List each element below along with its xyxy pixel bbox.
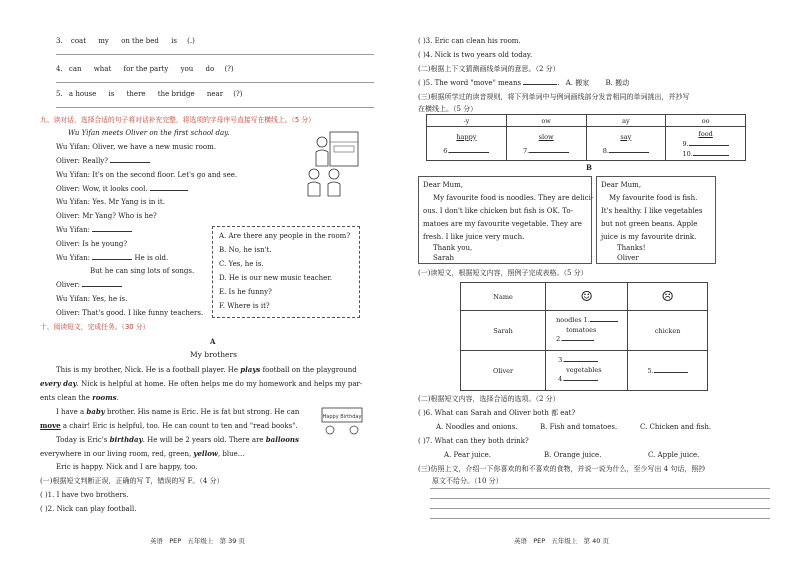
letter-line: juice is my favourite drink. bbox=[601, 233, 697, 241]
section-9-title: 九、读对话，选择合适的句子将对话补充完整，将选项的字母序号直接写在横线上。（5 分） bbox=[40, 116, 315, 124]
answer-blank[interactable] bbox=[82, 286, 122, 287]
dialogue-line: Oliver: Really? bbox=[56, 158, 150, 165]
dialogue-line: Wu Yifan: Oliver, we have a new music room. bbox=[56, 143, 216, 151]
birthday-sign-text: Happy Birthday bbox=[322, 414, 362, 420]
birthday-illustration bbox=[318, 400, 366, 440]
dialogue-line: Wu Yifan: bbox=[56, 227, 132, 234]
read-task-title: (一)读短文，根据短文内容，照例子完成表格。（5 分） bbox=[418, 269, 588, 277]
table-header-name: Name bbox=[461, 283, 546, 311]
right-page bbox=[400, 0, 800, 566]
page-footer: 英语 PEP 五年级上 第 39 页 bbox=[150, 537, 245, 545]
passage-label: A bbox=[210, 337, 216, 346]
letter-line: fresh. I like juice very much. bbox=[423, 233, 525, 241]
dialogue-line: But he can sing lots of songs. bbox=[90, 267, 195, 275]
letter-line: ous. I don't like chicken but fish is OK. To- bbox=[423, 207, 573, 215]
section-b-label: B bbox=[586, 163, 592, 172]
scramble-item-5: 5. a house is there the bridge near (?) bbox=[56, 90, 243, 98]
true-false-item[interactable]: ( )1. I have two brothers. bbox=[40, 491, 129, 499]
answer-blank[interactable] bbox=[449, 152, 489, 153]
dialogue-line: Oliver: Wow, it looks cool. bbox=[56, 186, 188, 193]
option-a: A. Are there any people in the room? bbox=[219, 232, 351, 240]
passage-paragraph: every day. Nick is helpful at home. He often helps me do my homework and helps my par- bbox=[40, 379, 363, 388]
scramble-item-4: 4. can what for the party you do (?) bbox=[56, 65, 234, 73]
answer-blank[interactable] bbox=[110, 162, 150, 163]
word-meaning-item: ( )5. The word "move" means . A. 搬家 B. 搬动 bbox=[418, 79, 630, 87]
answer-line[interactable] bbox=[56, 107, 374, 108]
sarah-dislikes-cell: chicken bbox=[628, 311, 708, 351]
letter-line: It's healthy. I like vegetables bbox=[601, 207, 703, 215]
options-box bbox=[212, 226, 360, 318]
option-e: E. Is he funny? bbox=[219, 288, 272, 296]
table-cell-sarah: Sarah bbox=[461, 311, 546, 351]
letter-sarah bbox=[418, 176, 592, 264]
answer-blank[interactable] bbox=[693, 155, 729, 156]
answer-blank[interactable] bbox=[523, 84, 557, 85]
answer-blank[interactable] bbox=[689, 145, 729, 146]
letter-closing: Thank you, bbox=[433, 244, 473, 252]
letter-signature: Oliver bbox=[617, 254, 639, 262]
dialogue-line: Oliver: Mr Yang? Who is he? bbox=[56, 212, 157, 220]
question-7[interactable]: ( )7. What can they both drink? bbox=[418, 437, 529, 445]
q7-option-b[interactable]: B. Orange juice. bbox=[544, 451, 602, 459]
writing-line[interactable] bbox=[430, 488, 770, 489]
letter-oliver bbox=[596, 176, 716, 264]
dialogue-line: Wu Yifan: Yes. Mr Yang is in it. bbox=[56, 198, 165, 206]
phonics-header: ow bbox=[506, 115, 586, 127]
passage-paragraph: everywhere in our living room, red, green, yellow, blue... bbox=[40, 449, 245, 458]
writing-line[interactable] bbox=[430, 518, 770, 519]
passage-paragraph: Eric is happy. Nick and I are happy, too. bbox=[56, 463, 198, 471]
answer-line[interactable] bbox=[56, 54, 374, 55]
letter-greeting: Dear Mum, bbox=[423, 181, 464, 189]
option-b: B. No, he isn't. bbox=[219, 246, 272, 254]
passage-paragraph: This is my brother, Nick. He is a football player. He plays football on the playground bbox=[56, 365, 357, 374]
option-d: D. He is our new music teacher. bbox=[219, 274, 333, 282]
letter-greeting: Dear Mum, bbox=[601, 181, 642, 189]
scramble-item-3: 3. coat my on the bed is (.) bbox=[56, 37, 195, 45]
answer-blank[interactable] bbox=[529, 152, 569, 153]
writing-line[interactable] bbox=[430, 498, 770, 499]
passage-paragraph: move a chair! Eric is helpful, too. He can count to ten and "read books". bbox=[40, 421, 298, 430]
phonics-cell: say 8. bbox=[586, 127, 666, 161]
letter-line: My favourite food is fish. bbox=[609, 194, 698, 202]
answer-blank[interactable] bbox=[654, 372, 688, 373]
writing-line[interactable] bbox=[430, 508, 770, 509]
oliver-dislikes-cell: 5. bbox=[628, 351, 708, 391]
q7-option-c[interactable]: C. Apple juice. bbox=[648, 451, 700, 459]
page-footer: 英语 PEP 五年级上 第 40 页 bbox=[514, 537, 609, 545]
sarah-likes-cell: noodles 1. tomatoes 2. bbox=[546, 311, 628, 351]
food-table bbox=[460, 282, 708, 391]
sad-face-icon: ☹ bbox=[628, 283, 708, 311]
writing-task-title-cont: 原文不给分。（10 分） bbox=[432, 477, 503, 485]
letter-signature: Sarah bbox=[433, 254, 454, 262]
oliver-likes-cell: 3. vegetables 4. bbox=[546, 351, 628, 391]
passage-paragraph: ents clean the rooms. bbox=[40, 393, 119, 402]
answer-blank[interactable] bbox=[590, 321, 618, 322]
table-cell-oliver: Oliver bbox=[461, 351, 546, 391]
dialogue-line: Oliver: Is he young? bbox=[56, 240, 128, 248]
answer-blank[interactable] bbox=[150, 190, 188, 191]
phonics-cell: slow 7. bbox=[506, 127, 586, 161]
answer-blank[interactable] bbox=[564, 361, 598, 362]
answer-blank[interactable] bbox=[564, 380, 598, 381]
music-room-illustration bbox=[300, 128, 362, 198]
passage-paragraph: Today is Eric's birthday. He will be 2 years old. There are balloons bbox=[56, 435, 299, 444]
true-false-item[interactable]: ( )3. Eric can clean his room. bbox=[418, 37, 521, 45]
task-3-title-cont: 在横线上。（5 分） bbox=[418, 105, 478, 113]
answer-blank[interactable] bbox=[92, 259, 132, 260]
option-f: F. Where is it? bbox=[219, 302, 270, 310]
q6-option-c[interactable]: C. Chicken and fish. bbox=[640, 423, 712, 431]
passage-paragraph: I have a baby brother. His name is Eric. He is fat but strong. He can bbox=[56, 407, 300, 416]
passage-title: My brothers bbox=[190, 350, 237, 359]
answer-blank[interactable] bbox=[609, 152, 649, 153]
dialogue-intro: Wu Yifan meets Oliver on the first school day. bbox=[68, 129, 230, 137]
section-10-title: 十、阅读短文，完成任务。（30 分） bbox=[40, 323, 150, 331]
answer-line[interactable] bbox=[56, 82, 374, 83]
letter-closing: Thanks! bbox=[617, 244, 646, 252]
question-6[interactable]: ( )6. What can Sarah and Oliver both 都 eat? bbox=[418, 409, 576, 417]
dialogue-line: Wu Yifan: He is old. bbox=[56, 254, 169, 262]
phonics-table bbox=[426, 114, 746, 161]
happy-face-icon: ☺ bbox=[546, 283, 628, 311]
dialogue-line: Wu Yifan: It's on the second floor. Let's go and see. bbox=[56, 171, 238, 179]
true-false-item[interactable]: ( )2. Nick can play football. bbox=[40, 505, 137, 513]
letter-line: but not green beans. Apple bbox=[601, 220, 698, 228]
task-2-title: (二)根据上下文猜测画线单词的意思。（2 分） bbox=[418, 65, 560, 73]
dialogue-line: Oliver: bbox=[56, 282, 122, 289]
phonics-header: ay bbox=[586, 115, 666, 127]
dialogue-line: Wu Yifan: Yes, he is. bbox=[56, 295, 128, 303]
letter-line: My favourite food is noodles. They are delici- bbox=[433, 194, 594, 202]
answer-blank[interactable] bbox=[562, 340, 594, 341]
task-1-title: (一)根据短文判断正误，正确的写 T，错误的写 F。（4 分） bbox=[40, 477, 224, 485]
q6-option-b[interactable]: B. Fish and tomatoes. bbox=[540, 423, 618, 431]
phonics-header: -y bbox=[427, 115, 507, 127]
choice-task-title: (二)根据短文内容，选择合适的选项。（2 分） bbox=[418, 395, 560, 403]
answer-blank[interactable] bbox=[92, 231, 132, 232]
q6-option-a[interactable]: A. Noodles and onions. bbox=[436, 423, 518, 431]
phonics-cell: happy 6. bbox=[427, 127, 507, 161]
task-3-title: (三)根据所学过的读音规则，将下列单词中与例词画线部分发音相同的单词挑出，并抄写 bbox=[418, 93, 690, 101]
dialogue-line: Oliver: That's good. I like funny teachers. bbox=[56, 309, 204, 317]
phonics-header: oo bbox=[666, 115, 746, 127]
letter-line: matoes are my favourite vegetable. They are bbox=[423, 220, 582, 228]
q7-option-a[interactable]: A. Pear juice. bbox=[444, 451, 491, 459]
writing-task-title: (三)仿照上文，介绍一下你喜欢的和不喜欢的食物，并说一说为什么，至少写出 4 句话，照抄 bbox=[418, 465, 706, 473]
true-false-item[interactable]: ( )4. Nick is two years old today. bbox=[418, 51, 533, 59]
option-c: C. Yes, he is. bbox=[219, 260, 264, 268]
phonics-cell: food 9. 10. bbox=[666, 127, 746, 161]
